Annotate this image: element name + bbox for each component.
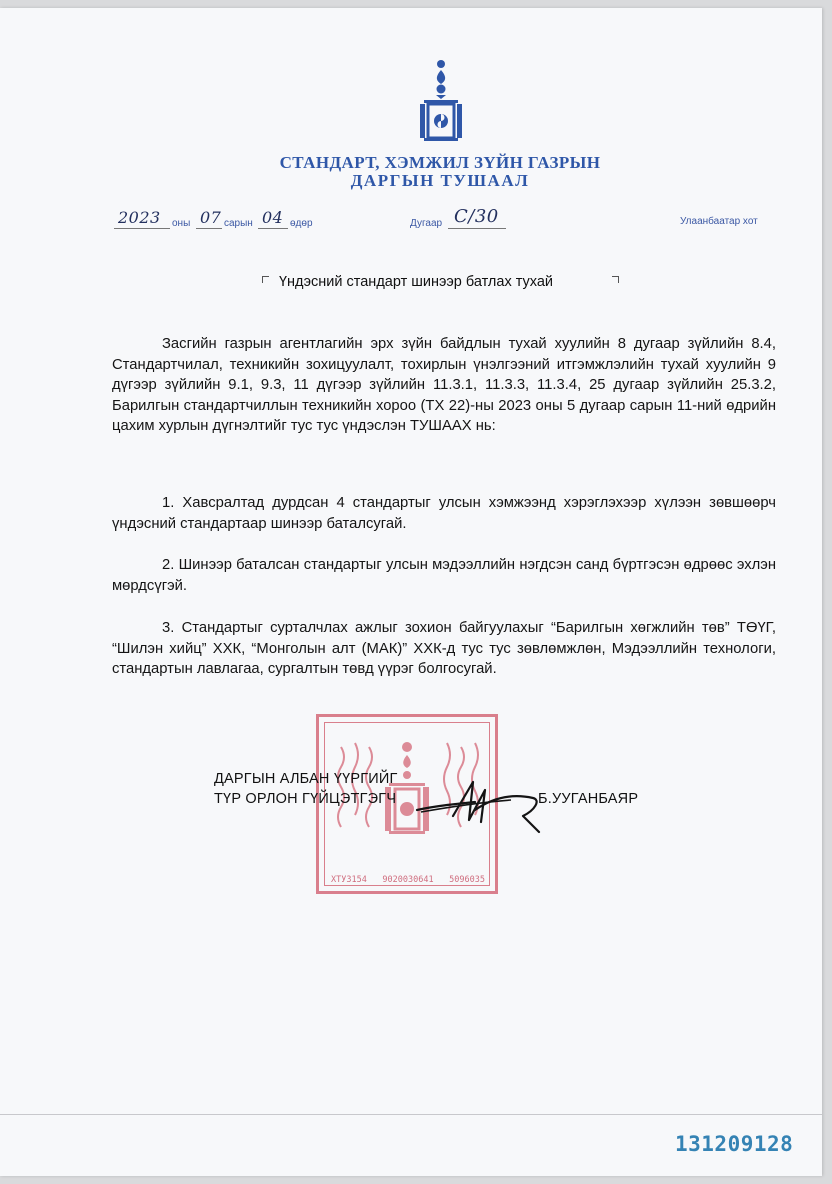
corner-mark — [612, 276, 619, 283]
date-year: 2023 — [118, 208, 161, 227]
signatory-name: Б.УУГАНБАЯР — [538, 791, 639, 807]
page-footer-divider — [0, 1114, 822, 1115]
org-title-line2: ДАРГЫН ТУШААЛ — [350, 171, 530, 190]
order-item-2: 2. Шинээр баталсан стандартыг улсын мэдээллийн нэгдсэн санд бүртгэсэн өдрөөс эхлэн мөрдсүгэй. — [112, 557, 776, 594]
preamble-paragraph: Засгийн газрын агентлагийн эрх зүйн байдлын тухай хуулийн 8 дугаар зүйлийн 8.4, Стандартчилал, техникийн зохицуулалт, тохирлын үнэлгээний итгэмжлэлийн тухай хуулийн 9 дүгээр зүйлийн 9.1, 9.3, 11 дүгээр зүйлийн 11.3.1, 11.3.3, 11.3.4, 25 дугаар зүйлийн 25.3.2, Барилгын стандартчиллын техникийн хороо (ТХ 22)-ны 2023 оны 5 дугаар сарын 11-ний өдрийн цахим хурлын дүгнэлтийг тус тус үндэслэн ТУШААХ нь: — [112, 336, 776, 434]
date-month: 07 — [200, 208, 222, 227]
stamp-code: 5096035 — [449, 875, 485, 885]
underline — [114, 228, 170, 229]
number-label: Дугаар — [410, 218, 443, 229]
stamp-code: ХТУ3154 — [331, 875, 367, 885]
month-label: сарын — [224, 218, 253, 229]
day-label: өдөр — [290, 218, 313, 229]
org-title-line1: СТАНДАРТ, ХЭМЖИЛ ЗҮЙН ГАЗРЫН — [279, 153, 601, 172]
signatory-title-line2: ТҮР ОРЛОН ГҮЙЦЭТГЭГЧ — [214, 791, 397, 807]
underline — [258, 228, 288, 229]
document-page — [0, 8, 822, 1176]
order-item-1: 1. Хавсралтад дурдсан 4 стандартыг улсын хэмжээнд хэрэглэхээр хүлээн зөвшөөрч үндэсний стандартаар шинээр баталсугай. — [112, 495, 776, 532]
stamp-code: 9020030641 — [382, 875, 434, 885]
underline — [196, 228, 222, 229]
order-subject: Үндэсний стандарт шинээр батлах тухай — [278, 274, 554, 290]
order-number: С/30 — [454, 206, 499, 227]
signatory-title-line1: ДАРГЫН АЛБАН ҮҮРГИЙГ — [214, 771, 398, 787]
order-item-3: 3. Стандартыг сурталчлах ажлыг зохион байгуулахыг “Барилгын хөгжлийн төв” ТӨҮГ, “Шилэн хийц” ХХК, “Монголын алт (МАК)” ХХК-д тус тус зөвлөмжлөн, Мэдээллийн технологи, стандартын лавлагаа, сургалтын төвд үүрэг болгосугай. — [112, 620, 776, 677]
underline — [448, 228, 506, 229]
handwritten-signature-icon — [415, 776, 555, 836]
year-label: оны — [172, 218, 191, 229]
document-serial-number: 131209128 — [675, 1132, 794, 1156]
place-label: Улаанбаатар хот — [680, 216, 758, 227]
date-day: 04 — [262, 208, 284, 227]
state-emblem-icon — [416, 58, 466, 142]
stamp-codes — [331, 875, 485, 885]
